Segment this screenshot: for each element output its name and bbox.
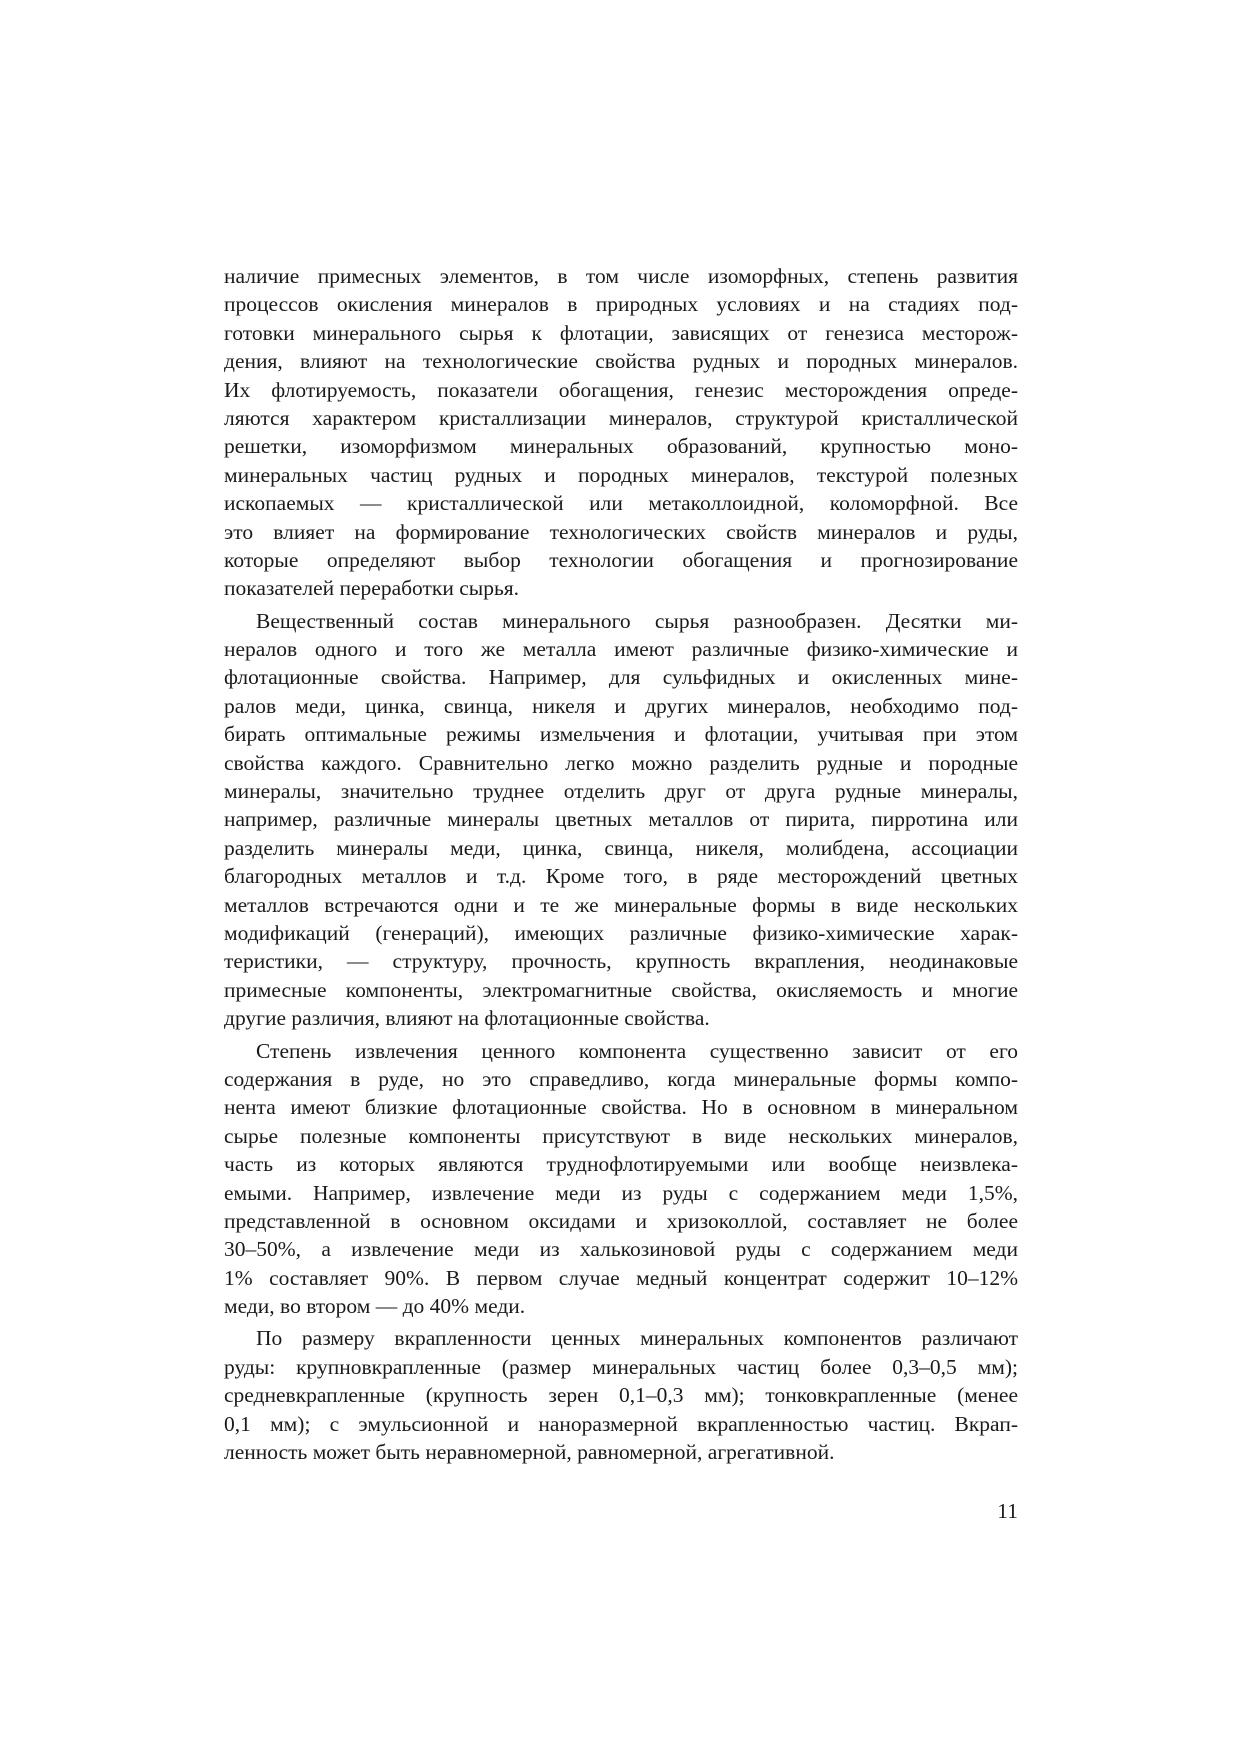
text-line: ленность может быть неравномерной, равномерной, агрегативной.: [224, 1440, 835, 1465]
text-line: теристики, — структуру, прочность, крупность вкрапления, неодинаковые: [224, 949, 1018, 974]
text-line: 30–50%, а извлечение меди из халькозиновой руды с содержанием меди: [224, 1237, 1018, 1262]
text-line: меди, во втором — до 40% меди.: [224, 1294, 526, 1319]
text-line: другие различия, влияют на флотационные свойства.: [224, 1006, 710, 1031]
body-text: [224, 262, 1018, 1466]
text-line: ляются характером кристаллизации минералов, структурой кристаллической: [224, 405, 1018, 430]
text-line: показателей переработки сырья.: [224, 576, 520, 601]
paragraph: [224, 262, 1018, 603]
text-line: нералов одного и того же металла имеют различные физико-химические и: [224, 637, 1018, 662]
text-line: благородных металлов и т.д. Кроме того, в ряде месторождений цветных: [224, 864, 1018, 889]
text-line: ископаемых — кристаллической или метаколлоидной, коломорфной. Все: [224, 491, 1018, 516]
text-line: которые определяют выбор технологии обогащения и прогнозирование: [224, 547, 1018, 572]
text-line: Степень извлечения ценного компонента существенно зависит от его: [256, 1038, 1018, 1063]
text-line: решетки, изоморфизмом минеральных образований, крупностью моно-: [224, 434, 1018, 459]
paragraph: [224, 1037, 1018, 1321]
text-line: содержания в руде, но это справедливо, когда минеральные формы компо-: [224, 1066, 1018, 1091]
text-line: представленной в основном оксидами и хризоколлой, составляет не более: [224, 1208, 1018, 1233]
text-line: свойства каждого. Сравнительно легко можно разделить рудные и породные: [224, 750, 1018, 775]
text-line: нента имеют близкие флотационные свойства. Но в основном в минеральном: [224, 1095, 1018, 1120]
text-line: минералы, значительно труднее отделить друг от друга рудные минералы,: [224, 779, 1018, 804]
text-line: руды: крупновкрапленные (размер минеральных частиц более 0,3–0,5 мм);: [224, 1354, 1018, 1379]
text-line: сырье полезные компоненты присутствуют в виде нескольких минералов,: [224, 1123, 1018, 1148]
text-line: модификаций (генераций), имеющих различные физико-химические харак-: [224, 920, 1018, 945]
text-line: разделить минералы меди, цинка, свинца, никеля, молибдена, ассоциации: [224, 835, 1018, 860]
text-line: средневкрапленные (крупность зерен 0,1–0,3 мм); тонковкрапленные (менее: [224, 1383, 1018, 1408]
text-line: например, различные минералы цветных металлов от пирита, пирротина или: [224, 807, 1018, 832]
text-line: наличие примесных элементов, в том числе изоморфных, степень развития: [224, 264, 1018, 288]
text-line: процессов окисления минералов в природных условиях и на стадиях под-: [224, 292, 1018, 317]
text-line: минеральных частиц рудных и породных минералов, текстурой полезных: [224, 462, 1018, 487]
text-line: По размеру вкрапленности ценных минеральных компонентов различают: [256, 1326, 1018, 1351]
text-line: часть из которых являются труднофлотируемыми или вообще неизвлека-: [224, 1152, 1018, 1177]
text-line: это влияет на формирование технологических свойств минералов и руды,: [224, 519, 1018, 544]
text-line: емыми. Например, извлечение меди из руды с содержанием меди 1,5%,: [224, 1180, 1018, 1205]
text-line: бирать оптимальные режимы измельчения и флотации, учитывая при этом: [224, 722, 1018, 747]
text-line: Вещественный состав минерального сырья разнообразен. Десятки ми-: [256, 608, 1018, 633]
text-line: примесные компоненты, электромагнитные свойства, окисляемость и многие: [224, 977, 1018, 1002]
text-line: флотационные свойства. Например, для сульфидных и окисленных мине-: [224, 665, 1018, 690]
text-line: металлов встречаются одни и те же минеральные формы в виде нескольких: [224, 892, 1018, 917]
text-line: 0,1 мм); с эмульсионной и наноразмерной вкрапленностью частиц. Вкрап-: [224, 1411, 1018, 1436]
text-line: дения, влияют на технологические свойства рудных и породных минералов.: [224, 349, 1018, 374]
text-line: 1% составляет 90%. В первом случае медный концентрат содержит 10–12%: [224, 1265, 1018, 1290]
text-line: Их флотируемость, показатели обогащения, генезис месторождения опреде-: [224, 377, 1018, 402]
paragraph: [224, 607, 1018, 1033]
page-number: 11: [997, 1499, 1018, 1523]
text-line: ралов меди, цинка, свинца, никеля и других минералов, необходимо под-: [224, 693, 1018, 718]
paragraph: [224, 1324, 1018, 1466]
text-line: готовки минерального сырья к флотации, зависящих от генезиса месторож-: [224, 320, 1018, 345]
